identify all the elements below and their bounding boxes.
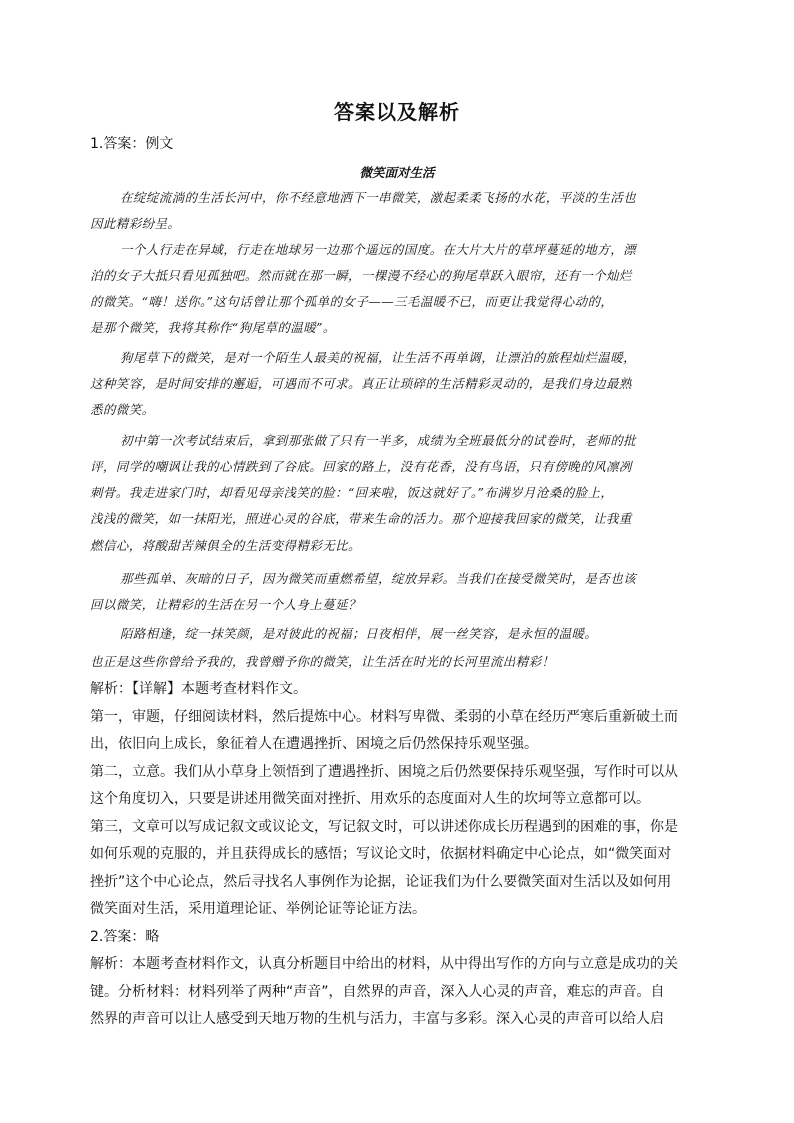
essay-line: 初中第一次考试结束后，拿到那张做了只有一半多，成绩为全班最低分的试卷时，老师的批 [120,433,637,448]
essay-line: 刺骨。我走进家门时，却看见母亲浅笑的脸：“回来啦，饭这就好了。”布满岁月沧桑的脸上， [90,485,614,500]
essay-line: 悉的微笑。 [90,402,155,417]
essay-line: 评，同学的嘲讽让我的心情跌到了谷底。回家的路上，没有花香，没有鸟语，只有傍晚的风凛冽 [90,459,632,474]
answer-1-header: 1.答案：例文 [90,136,174,152]
analysis-line: 解析：本题考查材料作文，认真分析题目中给出的材料，从中得出写作的方向与立意是成功的关 [90,956,678,972]
essay-title: 微笑面对生活 [359,165,435,180]
analysis-line: 键。分析材料：材料列举了两种“声音”，自然界的声音，深入人心灵的声音，难忘的声音。自 [90,984,665,1000]
essay-line: 陌路相逢，绽一抹笑颜，是对彼此的祝福；日夜相伴，展一丝笑容，是永恒的温暖。 [120,626,598,641]
essay-line: 狗尾草下的微笑，是对一个陌生人最美的祝福，让生活不再单调，让漂泊的旅程灿烂温暖， [120,350,637,365]
analysis-line: 第一，审题，仔细阅读材料，然后提炼中心。材料写卑微、柔弱的小草在经历严寒后重新破土而 [90,709,678,725]
analysis-line: 挫折”这个中心论点，然后寻找名人事例作为论据，论证我们为什么要微笑面对生活以及如何用 [90,874,672,890]
answer-2-header: 2.答案：略 [90,929,160,945]
essay-line: 一个人行走在异域，行走在地球另一边那个遥远的国度。在大片大片的草坪蔓延的地方，漂 [120,242,637,257]
essay-line: 这种笑容，是时间安排的邂逅，可遇而不可求。真正让琐碎的生活精彩灵动的，是我们身边最熟 [90,376,632,391]
analysis-line: 第二，立意。我们从小草身上领悟到了遭遇挫折、困境之后仍然要保持乐观坚强，写作时可以从 [90,764,678,780]
analysis-line: 然界的声音可以让人感受到天地万物的生机与活力，丰富与多彩。深入心灵的声音可以给人启 [90,1011,664,1027]
essay-line: 也正是这些你曾给予我的，我曾赠予你的微笑，让生活在时光的长河里流出精彩！ [90,654,555,669]
analysis-line: 微笑面对生活，采用道理论证、举例论证等论证方法。 [90,901,426,917]
essay-line: 浅浅的微笑，如一抹阳光，照进心灵的谷底，带来生命的活力。那个迎接我回家的微笑，让我重 [90,511,632,526]
analysis-line: 如何乐观的克服的，并且获得成长的感悟；写议论文时，依据材料确定中心论点，如“微笑面对 [90,846,672,862]
analysis-line: 这个角度切入，只要是讲述用微笑面对挫折、用欢乐的态度面对人生的坎坷等立意都可以。 [90,791,650,807]
analysis-line: 解析：【详解】本题考查材料作文。 [90,681,307,697]
essay-line: 是那个微笑，我将其称作“狗尾草的温暖”。 [90,320,336,335]
essay-line: 因此精彩纷呈。 [90,216,181,231]
essay-line: 的微笑。“嗨！送你。”这句话曾让那个孤单的女子——三毛温暖不已，而更让我觉得心动的， [90,294,614,309]
essay-line: 在绽绽流淌的生活长河中，你不经意地洒下一串微笑，激起柔柔飞扬的水花，平淡的生活也 [120,190,637,205]
essay-line: 回以微笑，让精彩的生活在另一个人身上蔓延？ [90,597,361,612]
page-title: 答案以及解析 [334,100,460,124]
essay-line: 燃信心，将酸甜苦辣俱全的生活变得精彩无比。 [90,538,361,553]
essay-line: 泊的女子大抵只看见孤独吧。然而就在那一瞬，一棵漫不经心的狗尾草跃入眼帘，还有一个灿烂 [90,268,632,283]
analysis-line: 出，依旧向上成长，象征着人在遭遇挫折、困境之后仍然保持乐观坚强。 [90,736,538,752]
analysis-line: 第三，文章可以写成记叙文或议论文，写记叙文时，可以讲述你成长历程遇到的困难的事，你是 [90,819,678,835]
essay-line: 那些孤单、灰暗的日子，因为微笑而重燃希望，绽放异彩。当我们在接受微笑时，是否也该 [120,571,637,586]
